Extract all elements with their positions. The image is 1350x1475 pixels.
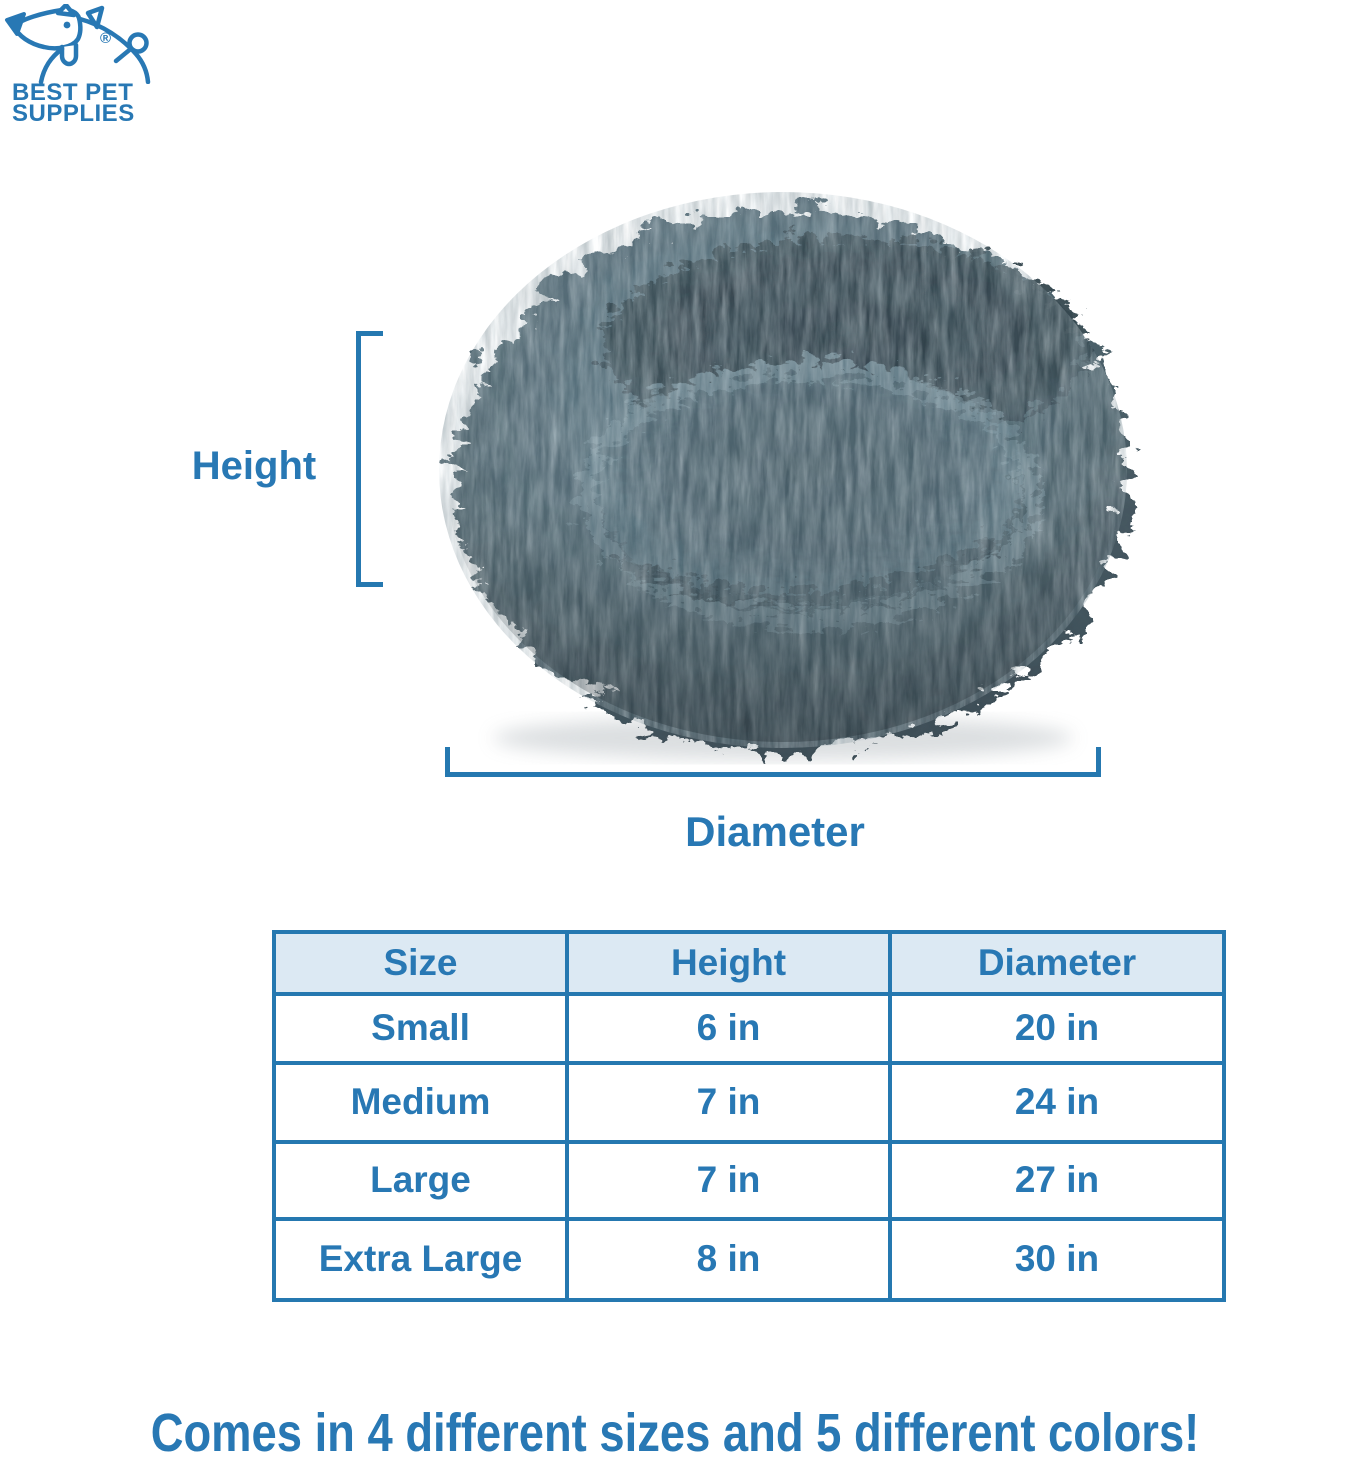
table-cell: 20 in [890,994,1224,1063]
footer-headline: Comes in 4 different sizes and 5 different colors! [150,1403,1200,1463]
size-chart-table [272,930,1226,1302]
table-row [274,1142,1224,1219]
registered-mark: ® [100,30,112,47]
pet-bed-photo [400,158,1160,778]
brand-logo [4,4,164,127]
table-cell: 27 in [890,1142,1224,1219]
table-cell: 7 in [567,1063,890,1142]
table-header-row [274,932,1224,994]
table-cell: 8 in [567,1219,890,1300]
diameter-dimension-label: Diameter [685,808,865,855]
column-header-diameter: Diameter [890,932,1224,994]
table-cell: 7 in [567,1142,890,1219]
brand-line-2: SUPPLIES [12,100,135,127]
table-cell: 30 in [890,1219,1224,1300]
height-bracket [356,331,383,587]
table-row [274,1219,1224,1300]
table-cell: 6 in [567,994,890,1063]
column-header-height: Height [567,932,890,994]
dog-logo-icon [4,4,152,84]
height-dimension-label: Height [191,444,317,488]
diameter-bracket [445,747,1101,777]
table-cell: Extra Large [274,1219,567,1300]
brand-line-1: BEST PET [12,79,134,106]
table-cell: Medium [274,1063,567,1142]
table-row [274,994,1224,1063]
table-cell: 24 in [890,1063,1224,1142]
column-header-size: Size [274,932,567,994]
table-cell: Small [274,994,567,1063]
table-row [274,1063,1224,1142]
brand-wordmark [12,79,135,127]
table-cell: Large [274,1142,567,1219]
